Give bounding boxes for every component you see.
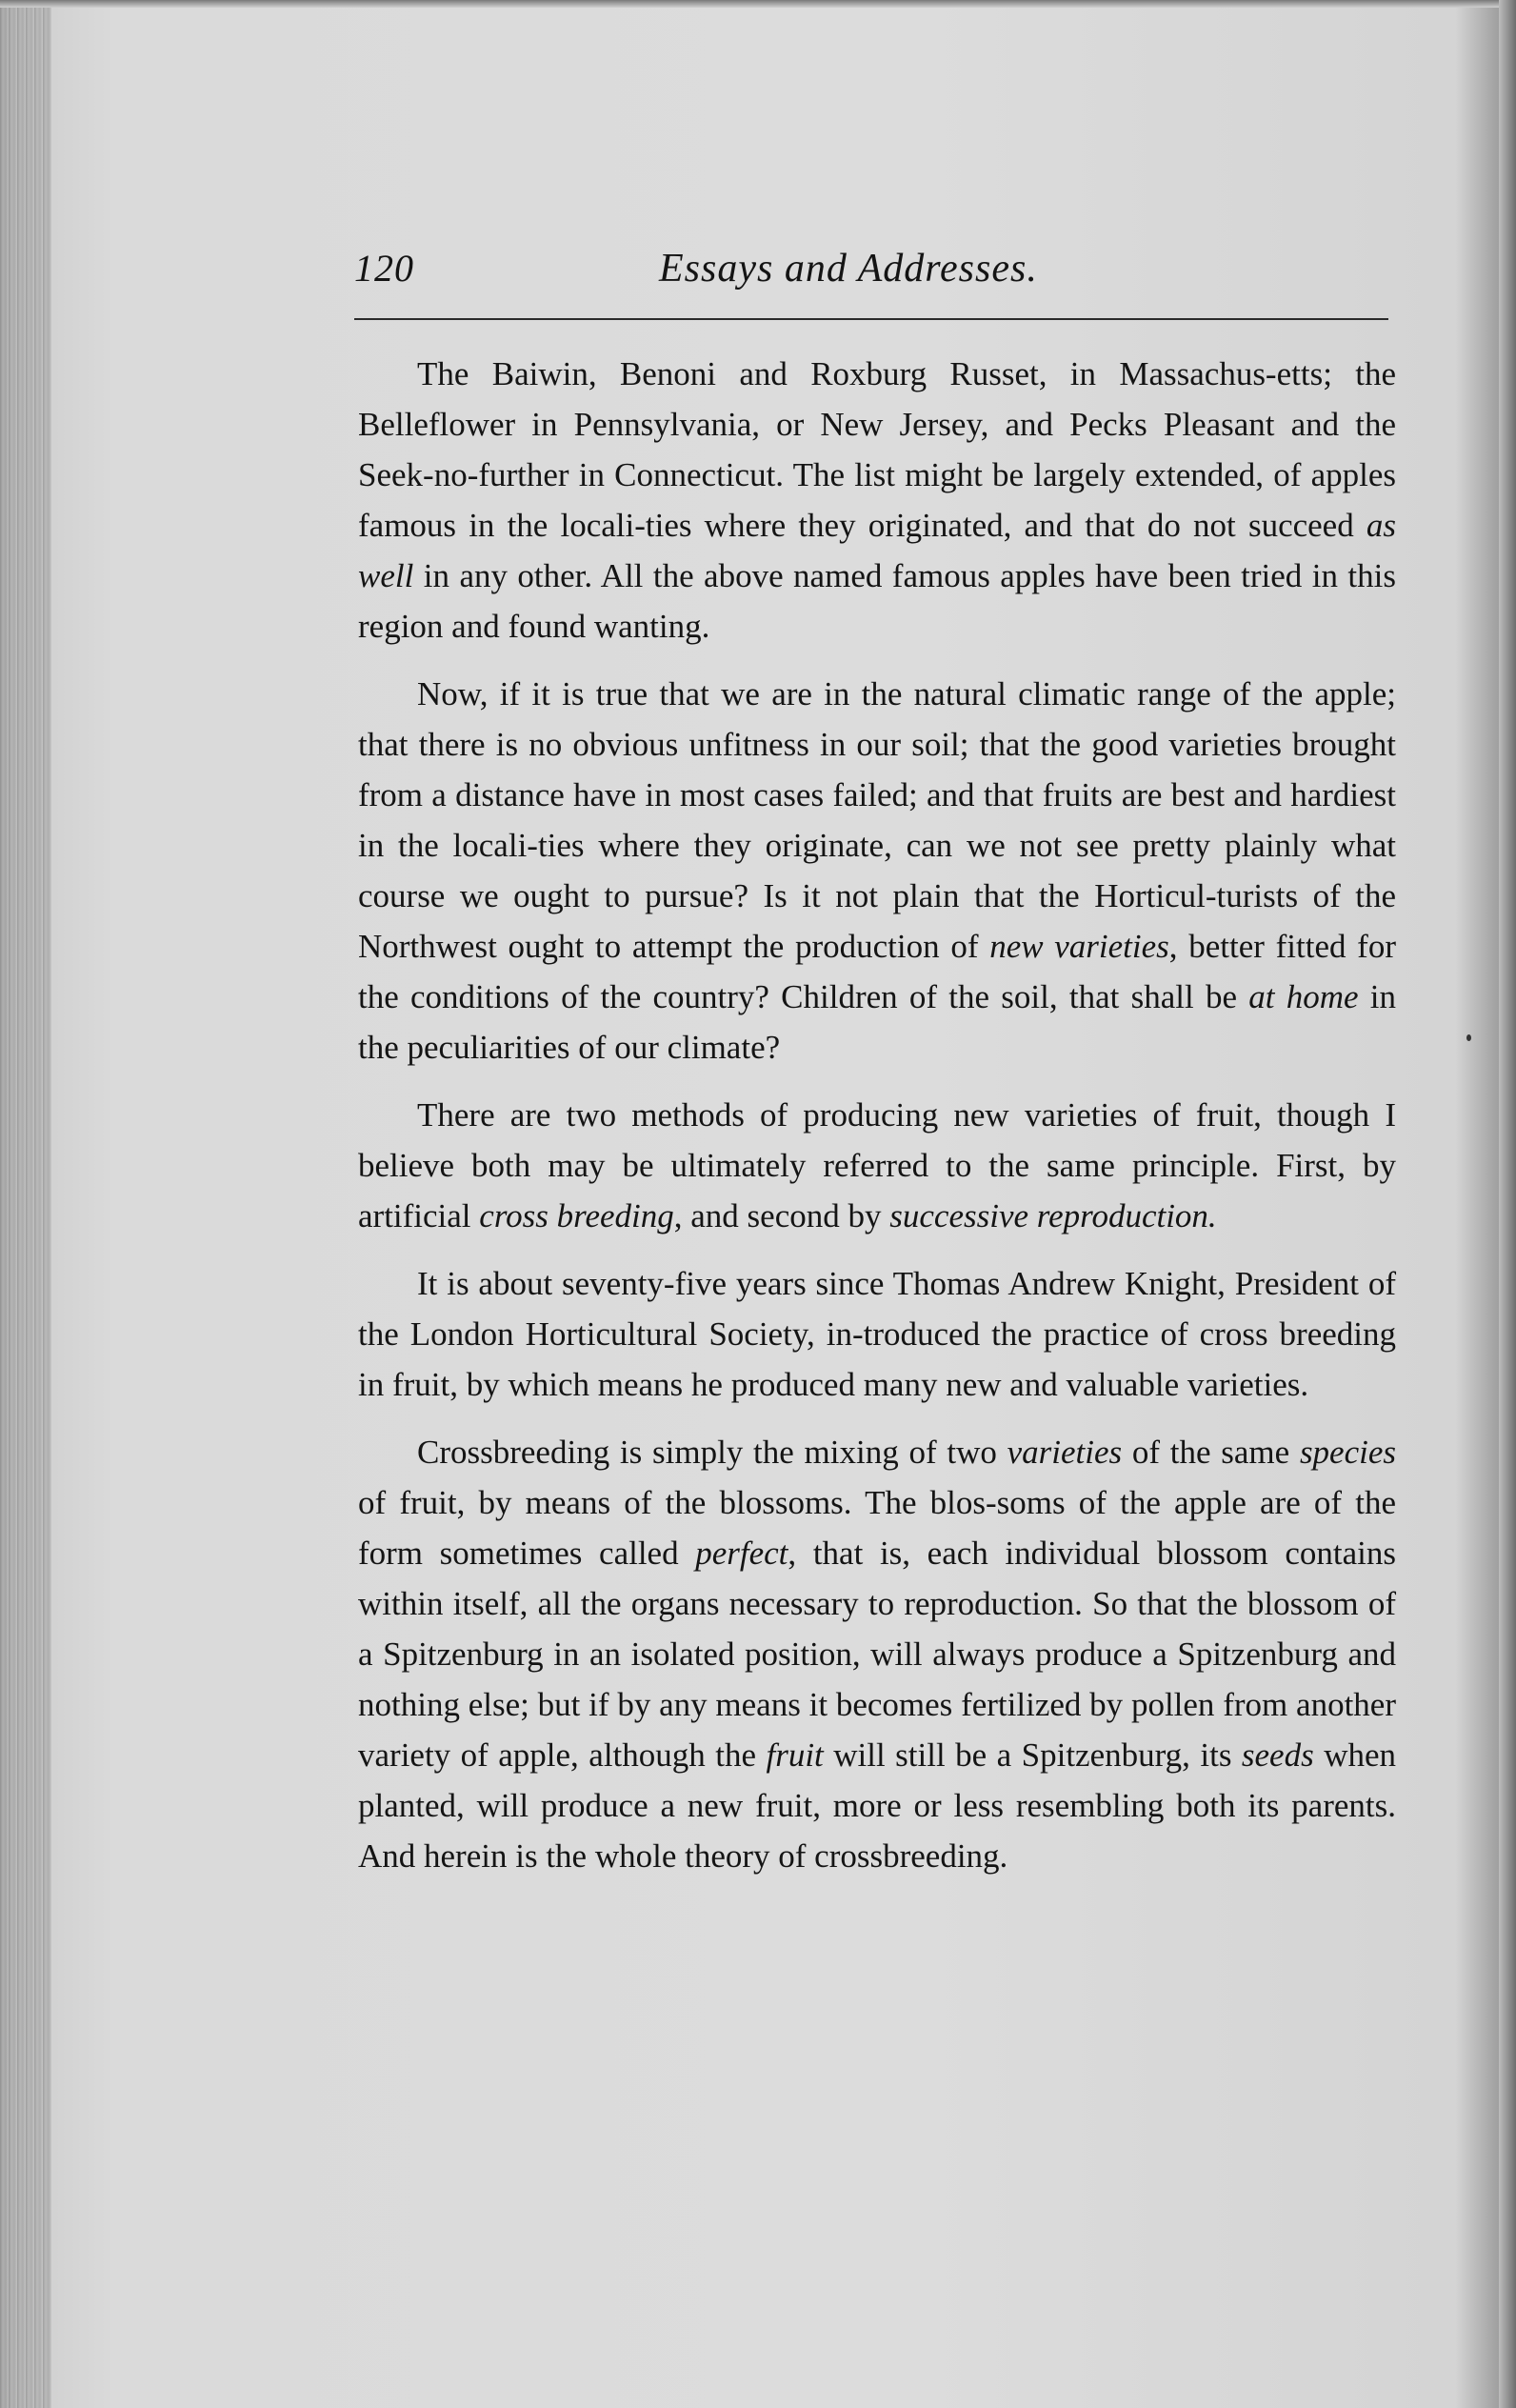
body-text	[358, 349, 1396, 1898]
page-top-edge	[0, 0, 1516, 8]
italic-text: perfect	[695, 1535, 788, 1572]
paragraph	[358, 1258, 1396, 1410]
italic-text: fruit	[766, 1736, 824, 1774]
text-run: in any other. All the above named famous apples have been tried in this region and found wanting.	[358, 557, 1396, 645]
page-number: 120	[354, 247, 414, 290]
text-run: will still be a Spitzenburg, its	[823, 1736, 1242, 1774]
paragraph	[358, 349, 1396, 652]
italic-text: at home	[1248, 978, 1359, 1015]
page-right-edge	[1499, 0, 1516, 2408]
text-run: Crossbreeding is simply the mixing of two	[417, 1434, 1007, 1471]
italic-text: new varieties	[989, 928, 1169, 965]
italic-text: seeds	[1241, 1736, 1314, 1774]
text-run: Now, if it is true that we are in the natural climatic range of the apple; that there is no obvious unfitness in our soil; that the good varieties brought from a distance have in most cases failed; and that fruits are best and hardiest in the locali-ties where they originate, can we not see pretty plainly what course we ought to pursue? Is it not plain that the Horticul-turists of the Northwest ought to attempt the production of	[358, 675, 1396, 965]
header-rule	[354, 318, 1388, 320]
running-title: Essays and Addresses.	[659, 247, 1038, 291]
text-run: of fruit, by means of the blossoms. The blos-soms of the apple are of the form sometimes called	[358, 1484, 1396, 1572]
text-run: , and second by	[673, 1197, 890, 1234]
page-gutter-edge	[0, 0, 51, 2408]
text-run: when planted, will produce a new fruit, more or less resembling both its parents. And herein is the whole theory of crossbreeding.	[358, 1736, 1396, 1875]
text-run: , that is, each individual blossom contains within itself, all the organs necessary to reproduction. So that the blossom of a Spitzenburg in an isolated position, will always produce a Spitzenburg and nothing else; but if by any means it becomes fertilized by pollen from another variety of apple, although the	[358, 1535, 1396, 1774]
italic-text: cross breeding	[479, 1197, 674, 1234]
italic-text: species	[1299, 1434, 1397, 1471]
text-run: in the peculiarities of our climate?	[358, 978, 1396, 1066]
text-run: There are two methods of producing new varieties of fruit, though I believe both may be ultimately referred to the same principle. First, by artificial	[358, 1096, 1396, 1234]
text-run: , better fitted for the conditions of the country? Children of the soil, that shall be	[358, 928, 1396, 1015]
text-run: of the same	[1122, 1434, 1300, 1471]
paragraph	[358, 1090, 1396, 1241]
text-run: The Baiwin, Benoni and Roxburg Russet, in Massachus-etts; the Belleflower in Pennsylvania, or New Jersey, and Pecks Pleasant and the Seek-no-further in Connecticut. The list might be largely extended, of apples famous in the locali-ties where they originated, and that do not succeed	[358, 355, 1396, 544]
italic-text: varieties	[1007, 1434, 1123, 1471]
paragraph	[358, 669, 1396, 1073]
paragraph	[358, 1427, 1396, 1881]
text-run: It is about seventy-five years since Thomas Andrew Knight, President of the London Horticultural Society, in-troduced the practice of cross breeding in fruit, by which means he produced many new and valuable varieties.	[358, 1265, 1396, 1403]
running-header	[354, 246, 1388, 312]
italic-text: as well	[358, 507, 1396, 594]
ink-speck	[1466, 1034, 1471, 1041]
italic-text: successive reproduction.	[889, 1197, 1217, 1234]
